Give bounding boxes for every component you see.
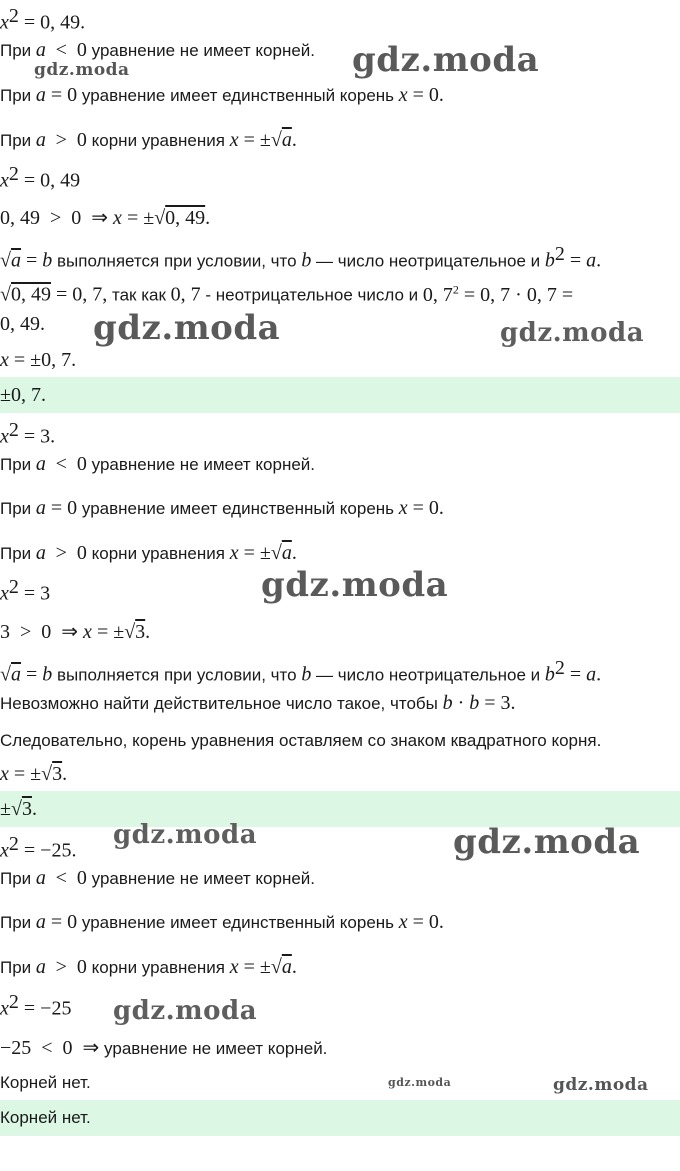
- watermark: gdz.moda: [388, 1076, 452, 1089]
- answer-text: Корней нет.: [0, 1108, 91, 1127]
- text-line: При a < 0 уравнение не имеет корней.: [0, 453, 316, 475]
- watermark: gdz.moda: [352, 40, 540, 80]
- watermark: gdz.moda: [113, 996, 258, 1026]
- text-line: При a < 0 уравнение не имеет корней.: [0, 867, 316, 889]
- equation-line: 3 > 0 ⇒ x = ±√3.: [0, 621, 151, 643]
- text-line: При a > 0 корни уравнения x = ±√a.: [0, 956, 297, 978]
- equation-line: 0, 49.: [0, 313, 45, 335]
- text-line: При a = 0 уравнение имеет единственный корень x = 0.: [0, 911, 444, 933]
- equation-line: $x^2 = 0$, 49: [0, 163, 81, 192]
- text-line: Корней нет.: [0, 1073, 91, 1092]
- watermark: gdz.moda: [34, 60, 130, 80]
- watermark: gdz.moda: [113, 820, 258, 850]
- watermark: gdz.moda: [553, 1075, 649, 1095]
- answer-box: [0, 1100, 680, 1136]
- watermark: gdz.moda: [500, 318, 645, 348]
- text-line: Следовательно, корень уравнения оставляем со знаком квадратного корня.: [0, 731, 602, 750]
- answer-text: ±0, 7.: [0, 384, 46, 406]
- text-line: При a = 0 уравнение имеет единственный корень x = 0.: [0, 497, 444, 519]
- equation-line: 0, 49 > 0 ⇒ x = ±√0, 49.: [0, 207, 211, 229]
- text-line: При a > 0 корни уравнения x = ±√a.: [0, 129, 297, 151]
- answer-text: ±√3.: [0, 798, 37, 820]
- answer-box: [0, 377, 680, 413]
- text-line: −25 < 0 ⇒ уравнение не имеет корней.: [0, 1037, 328, 1059]
- equation-line: x = ±√3.: [0, 763, 68, 785]
- text-line: √0, 49 = 0, 7, так как 0, 7 - неотрицательное число и 0, $7^2 = 0$, 7 · 0, 7 =: [0, 282, 574, 306]
- equation-line: $x^2 = -25$.: [0, 833, 77, 862]
- watermark: gdz.moda: [93, 308, 281, 348]
- text-line: √a = b выполняется при условии, что b — число неотрицательное и $b^2 = a$.: [0, 657, 602, 686]
- text-line: Невозможно найти действительное число такое, чтобы b · b = 3.: [0, 692, 516, 714]
- equation-line: $x^2 = -25$: [0, 991, 72, 1020]
- watermark: gdz.moda: [453, 822, 641, 862]
- equation-line: x = ±0, 7.: [0, 349, 77, 371]
- watermark: gdz.moda: [261, 565, 449, 605]
- equation-line: $x^2 = 3$: [0, 576, 51, 605]
- text-line: √a = b выполняется при условии, что b — число неотрицательное и $b^2 = a$.: [0, 243, 602, 272]
- text-line: При a < 0 уравнение не имеет корней.: [0, 39, 316, 61]
- equation-line: $x^2 = 0$, 49.: [0, 5, 86, 34]
- equation-line: $x^2 = 3$.: [0, 419, 56, 448]
- text-line: При a = 0 уравнение имеет единственный корень x = 0.: [0, 84, 444, 106]
- text-line: При a > 0 корни уравнения x = ±√a.: [0, 542, 297, 564]
